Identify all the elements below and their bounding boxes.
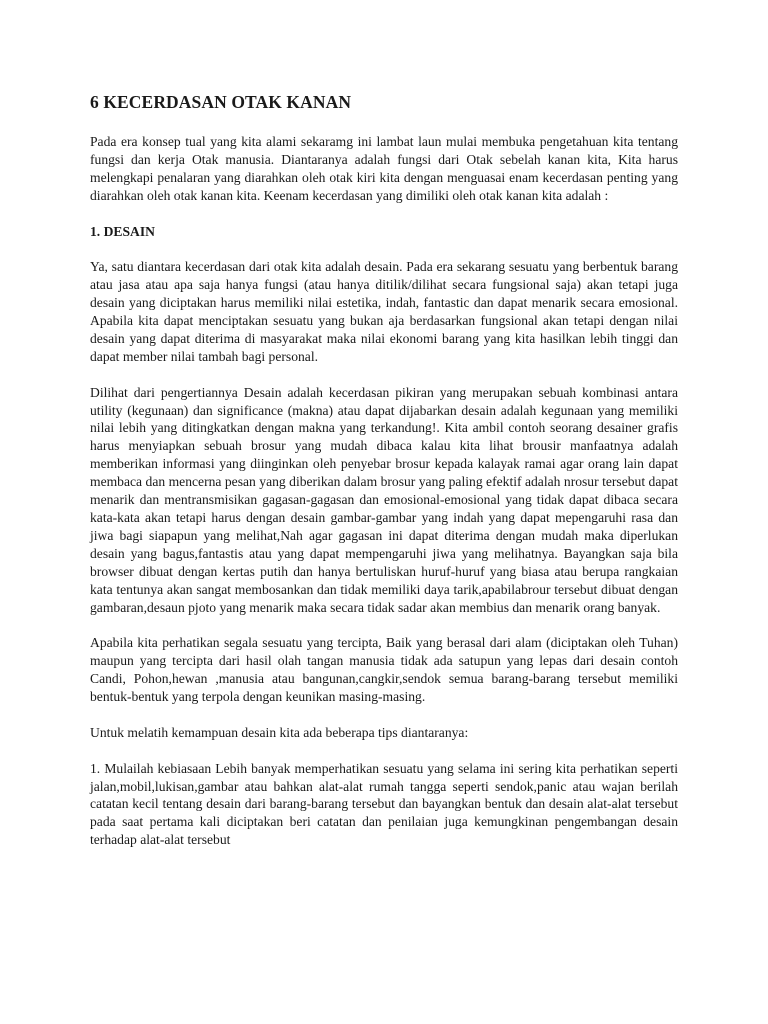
tips-intro-paragraph: Untuk melatih kemampuan desain kita ada beberapa tips diantaranya: <box>90 724 469 740</box>
tip-1-paragraph: 1. Mulailah kebiasaan Lebih banyak memperhatikan sesuatu yang selama ini sering kita perhatikan seperti jalan,mobil,lukisan,gambar atau bahkan alat-alat rumah tangga seperti sendok,panic atau wajan berilah catatan kecil tentang desain dari barang-barang tersebut dan bayangkan bentuk dan desain alat-alat tersebut pada saat pertama kali diciptakan beri catatan dan penilaian juga kemungkinan pengembangan desain terhadap alat-alat tersebut <box>90 760 678 848</box>
desain-paragraph-3: Apabila kita perhatikan segala sesuatu yang tercipta, Baik yang berasal dari alam (diciptakan oleh Tuhan) maupun yang tercipta dari hasil olah tangan manusia tidak ada satupun yang lepas dari desain contoh Candi, Pohon,hewan ,manusia atau bangunan,cangkir,sendok semua barang-barang tersebut memiliki bentuk-bentuk yang terpola dengan keunikan masing-masing. <box>90 635 678 705</box>
document-page <box>90 92 678 867</box>
desain-paragraph-1: Ya, satu diantara kecerdasan dari otak kita adalah desain. Pada era sekarang sesuatu yang berbentuk barang atau jasa atau apa saja hanya fungsi (atau hanya ditilik/dilihat secara fungsional saja) akan tetapi juga desain yang diciptakan harus memiliki nilai estetika, indah, fantastic dan dapat menarik secara emosional. Apabila kita dapat menciptakan sesuatu yang bukan aja berdasarkan fungsional akan tetapi dengan nilai desain yang dapat diterima di masyarakat maka nilai ekonomi barang yang kita hasilkan lebih tinggi dan dapat member nilai tambah bagi personal. <box>90 259 678 364</box>
intro-paragraph: Pada era konsep tual yang kita alami sekaramg ini lambat laun mulai membuka pengetahuan kita tentang fungsi dan kerja Otak manusia. Diantaranya adalah fungsi dari Otak sebelah kanan kita, Kita harus melengkapi penalaran yang diarahkan oleh otak kiri kita dengan menguasai enam kecerdasan penting yang diarahkan oleh otak kanan kita. Keenam kecerdasan yang dimiliki oleh otak kanan kita adalah : <box>90 134 678 203</box>
section-heading-desain: 1. DESAIN <box>90 223 155 239</box>
desain-paragraph-2: Dilihat dari pengertiannya Desain adalah kecerdasan pikiran yang merupakan sebuah kombinasi antara utility (kegunaan) dan significance (makna) atau dapat dijabarkan desain adalah kegunaan yang memiliki nilai lebih yang ditingkatkan dengan makna yang terkandung!. Kita ambil contoh seorang desainer grafis harus menyiapkan sebuah brosur yang mudah dibaca kalau kita lihat brousir manfaatnya adalah memberikan informasi yang diinginkan oleh penyebar brosur kepada kalayak ramai agar orang lain dapat membaca dan mencerna pesan yang diberikan dalam brosur yang paling efektif adalah nrosur tersebut dapat menarik dan mentransmisikan gagasan-gagasan dan emosional-emosional yang tidak dapat dibaca secara kata-kata akan tetapi harus dengan desain gambar-gambar yang indah yang dapat mepengaruhi rasa dan jiwa bagi siapapun yang melihat,Nah agar gagasan ini dapat diterima dengan mudah maka diperlukan desain yang bagus,fantastis atau yang dapat mempengaruhi jiwa yang melihatnya. Bayangkan saja bila browser dibuat dengan kertas putih dan hanya bertuliskan huruf-huruf yang biasa atau berupa rangkaian kata tentunya akan sangat membosankan dan tidak memiliki daya tarik,apabilabrour tersebut dibuat dengan gambaran,desaun pjoto yang menarik maka secara tidak sadar akan membius dan menarik orang banyak. <box>90 384 678 615</box>
document-title: 6 KECERDASAN OTAK KANAN <box>90 92 352 112</box>
